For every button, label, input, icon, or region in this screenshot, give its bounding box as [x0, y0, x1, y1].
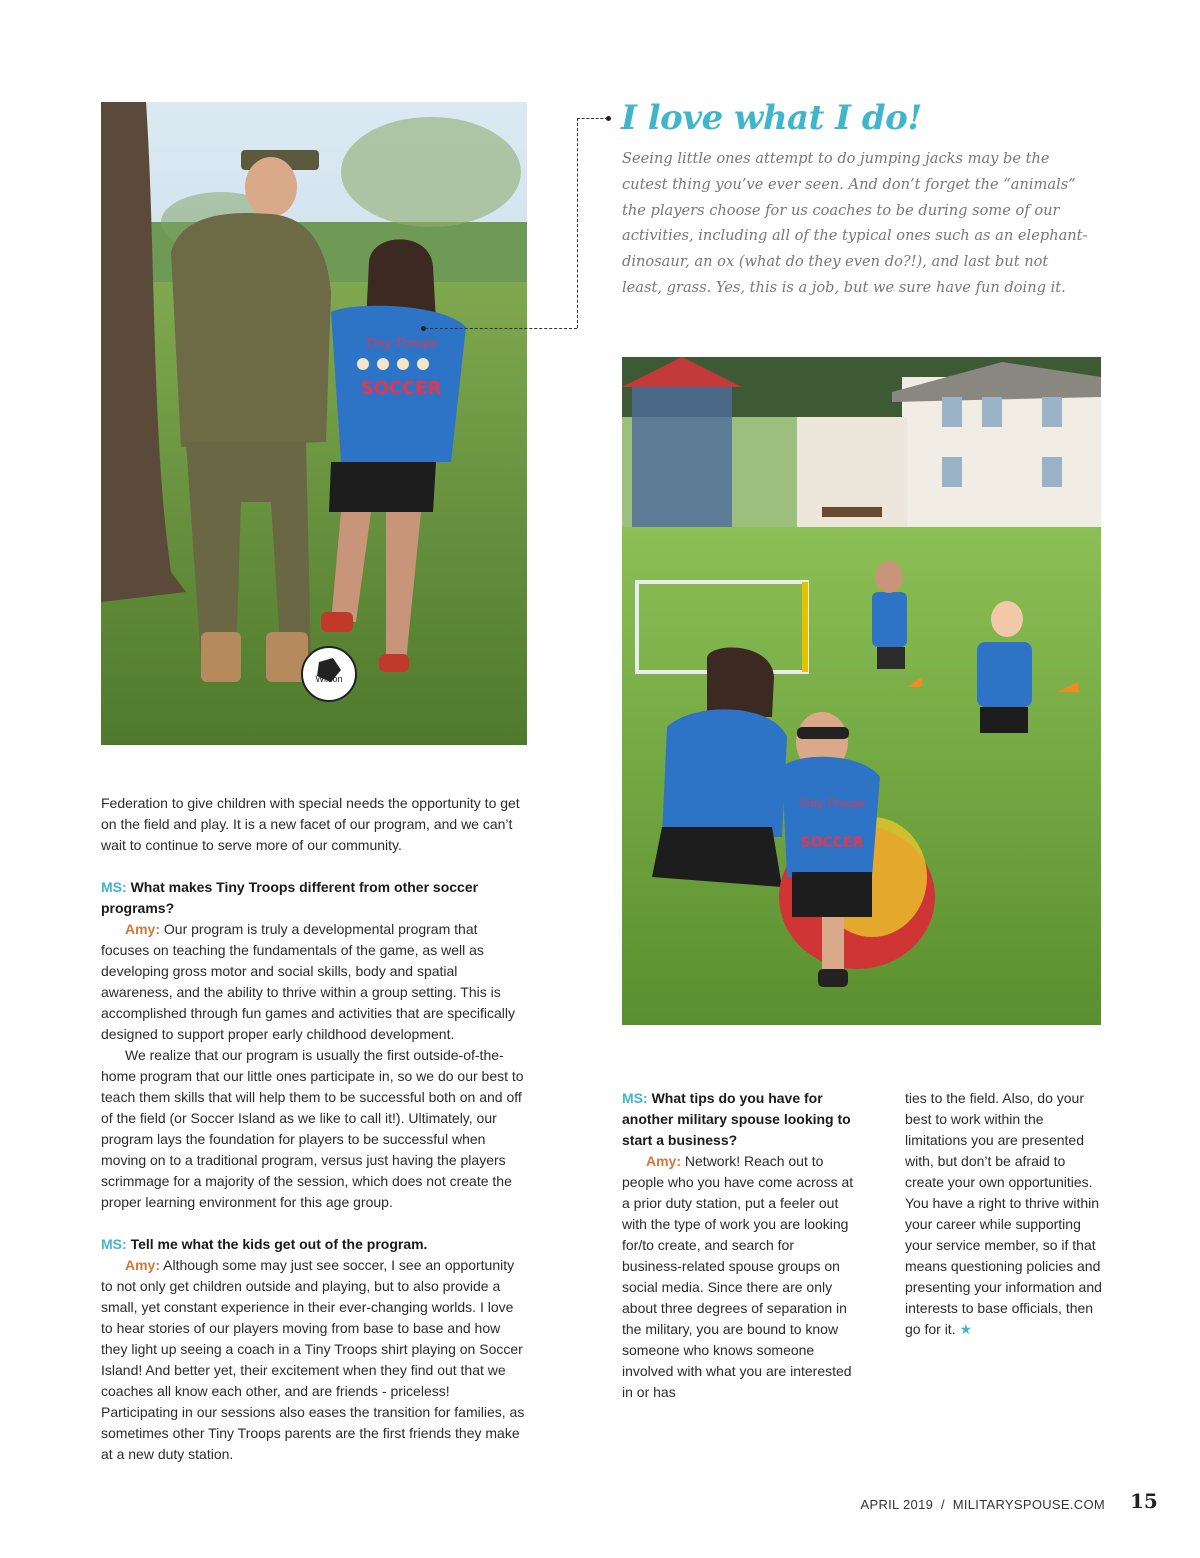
answerer-label: Amy:: [125, 921, 161, 937]
page-footer: [861, 1497, 1105, 1512]
shirt-text-bottom: SOCCER: [360, 378, 442, 399]
shirt-text-bottom: SOCCER: [800, 835, 864, 851]
callout-dot: [421, 326, 426, 331]
photo-icon: [622, 357, 1101, 1025]
answer-3-continued: [905, 1088, 1105, 1340]
shirt-text-top: Tiny Troops: [364, 336, 438, 350]
photo-coach-with-kids: [622, 357, 1101, 1025]
intro-paragraph: Federation to give children with special needs the opportunity to get on the field and play. It is a new facet of our program, and we can’t wait to continue to serve more of our community.: [101, 795, 520, 853]
page-number: 15: [1130, 1489, 1158, 1513]
answer-3-text: Network! Reach out to people who you have come across at a prior duty station, put a feeler out with the type of work you are looking for/to create, and search for business-related spouse groups on social media. Since there are only about three degrees of separation in the military, you are bound to know someone who knows someone involved with what you are interested in or has: [622, 1153, 854, 1400]
question-3: [622, 1088, 854, 1151]
pull-quote-title: I love what I do!: [621, 98, 922, 138]
answer-3-continued-text: ties to the field. Also, do your best to work within the limitations you are presented with, but don’t be afraid to create your own opportunities. You have a right to thrive within your career while supporting your service member, so if that means questioning policies and presenting your information and interests to base officials, then go for it.: [905, 1090, 1102, 1337]
callout-line: [425, 328, 577, 329]
answer-1-text: Our program is truly a developmental program that focuses on teaching the fundamentals of the game, as well as developing gross motor and social skills, body and spatial awareness, and the ability to thrive within a group setting. This is accomplished through fun games and activities that are specifically designed to support proper early childhood development.: [101, 921, 515, 1042]
question-1-text: What makes Tiny Troops different from other soccer programs?: [101, 879, 479, 916]
ball-brand-text: Wilson: [315, 674, 343, 684]
answer-1-continued: We realize that our program is usually the first outside-of-the-home program that our little ones participate in, so we do our best to teach them skills that will help them to be successful both on and off of the field (or Soccer Island as we like to call it!). Ultimately, our program lays the foundation for players to be successful when moving on to a traditional program, versus just having the players scrimmage for a majority of the session, which does not create the proper learning environment for this age group.: [101, 1047, 524, 1210]
interviewer-label: MS:: [101, 1236, 127, 1252]
article-column-1: [101, 793, 527, 1465]
pull-quote-body: Seeing little ones attempt to do jumping jacks may be the cutest thing you’ve ever seen. And don’t forget the “animals” the players choose for us coaches to be during some of our activities, including all of the typical ones such as an elephant-dinosaur, an ox (what do they even do?!), and last but not least, grass. Yes, this is a job, but we sure have fun doing it.: [622, 150, 1088, 296]
question-1: [101, 877, 527, 919]
photo-icon: [101, 102, 527, 745]
answer-2: [101, 1255, 527, 1465]
end-star-icon: ★: [959, 1321, 973, 1337]
answerer-label: Amy:: [646, 1153, 682, 1169]
interviewer-label: MS:: [101, 879, 127, 895]
answerer-label: Amy:: [125, 1257, 161, 1273]
question-2-text: Tell me what the kids get out of the program.: [130, 1236, 428, 1252]
site-name: MILITARYSPOUSE.COM: [952, 1497, 1105, 1512]
callout-line: [577, 118, 578, 328]
answer-3: [622, 1151, 854, 1403]
interviewer-label: MS:: [622, 1090, 648, 1106]
callout-line: [577, 118, 608, 119]
photo-marine-and-coach: [101, 102, 527, 745]
shirt-text-top: Tiny Troops: [798, 797, 866, 810]
callout-dot: [606, 116, 611, 121]
question-2: [101, 1234, 527, 1255]
article-column-3: [905, 1088, 1105, 1340]
issue-date: APRIL 2019: [860, 1497, 934, 1512]
article-column-2: [622, 1088, 854, 1403]
footer-separator: /: [940, 1497, 945, 1512]
answer-2-text: Although some may just see soccer, I see an opportunity to not only get children outside and playing, but to also provide a small, yet constant experience in their ever-changing worlds. I love to hear stories of our players moving from base to base and how they light up seeing a coach in a Tiny Troops shirt playing on Soccer Island! And better yet, their excitement when they find out that we coaches all know each other, and are friends - priceless! Participating in our sessions also eases the transition for families, as sometimes other Tiny Troops parents are the first friends they make at a new duty station.: [101, 1257, 525, 1462]
answer-1: [101, 919, 527, 1045]
question-3-text: What tips do you have for another military spouse looking to start a business?: [622, 1090, 851, 1148]
